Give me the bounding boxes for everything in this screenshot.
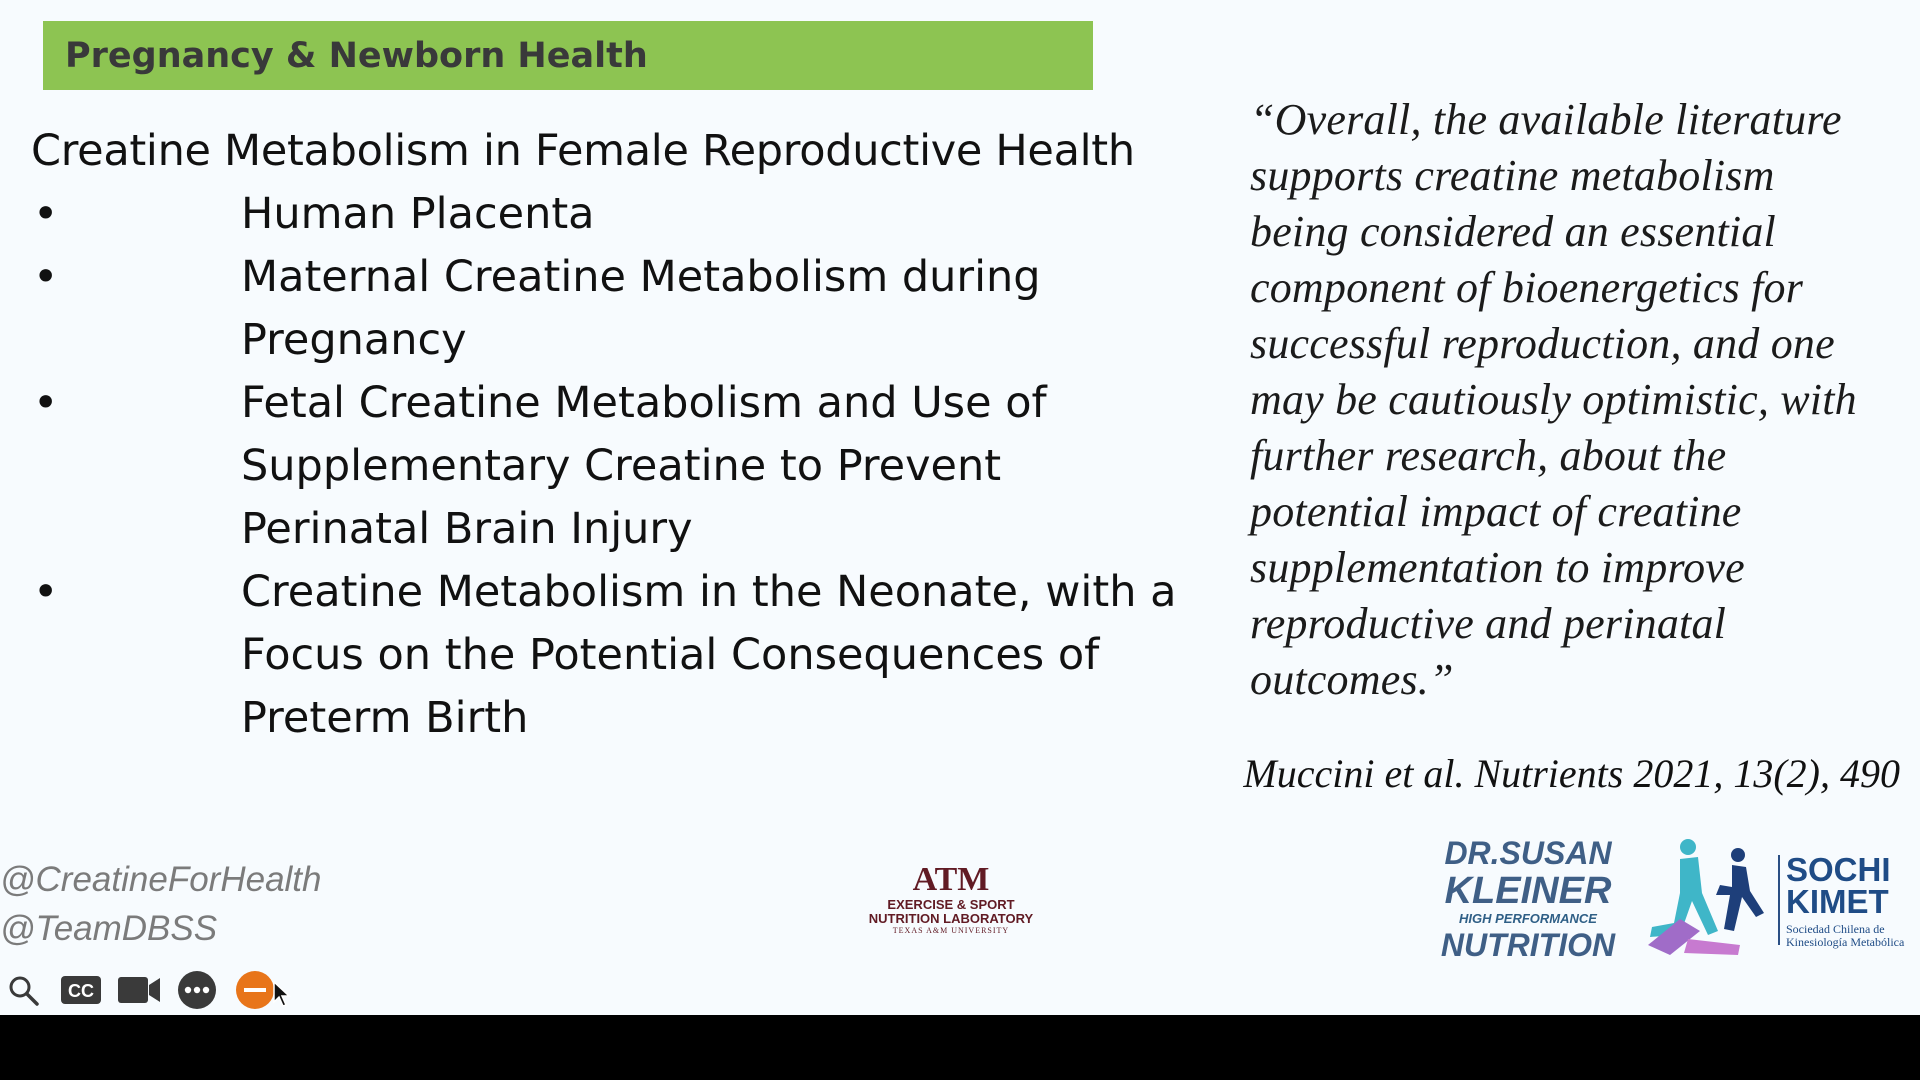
slide-subtitle: Creatine Metabolism in Female Reproductive Health: [31, 126, 1135, 176]
sochi-logo-line: Sociedad Chilena de Kinesiología Metabólica: [1786, 922, 1905, 949]
kleiner-nutrition-logo: [1438, 835, 1618, 963]
slide-header-bar: [43, 21, 1093, 90]
bullet-marker: •: [33, 189, 59, 239]
cc-label: CC: [68, 981, 94, 1001]
closed-captions-button[interactable]: [58, 968, 104, 1012]
more-options-button[interactable]: [174, 968, 220, 1012]
search-button[interactable]: [0, 968, 46, 1012]
sochi-logo-line: KIMET: [1786, 883, 1889, 920]
tamu-logo-mark: ATM: [912, 861, 990, 898]
bullet-marker: •: [33, 252, 59, 302]
sochi-logo-line: SOCHI: [1786, 851, 1891, 888]
bullet-text: Maternal Creatine Metabolism during Pregnancy: [241, 252, 1041, 365]
social-handle: @CreatineForHealth: [0, 860, 322, 899]
leave-icon: [235, 970, 275, 1010]
bullet-item: [31, 246, 1201, 372]
closed-captions-icon: [60, 974, 102, 1006]
slide-left-column: [31, 120, 1201, 750]
kleiner-logo-line: HIGH PERFORMANCE: [1459, 911, 1597, 926]
slide-header-title: Pregnancy & Newborn Health: [65, 35, 648, 76]
video-button[interactable]: [116, 968, 162, 1012]
bullet-text: Human Placenta: [241, 189, 595, 239]
bullet-marker: •: [33, 378, 59, 428]
tamu-nutrition-lab-logo: [858, 862, 1044, 936]
bullet-list: [31, 183, 1201, 750]
bullet-item: [31, 561, 1201, 750]
bullet-item: [31, 183, 1201, 246]
more-options-icon: [177, 970, 217, 1010]
bullet-text: Fetal Creatine Metabolism and Use of Supplementary Creatine to Prevent Perinatal Brain Injury: [241, 378, 1047, 554]
tamu-logo-line: NUTRITION LABORATORY: [868, 911, 1034, 926]
tamu-logo-line: EXERCISE & SPORT: [887, 897, 1015, 912]
kleiner-logo-line: DR.SUSAN: [1444, 835, 1612, 871]
meeting-toolbar: [0, 968, 290, 1012]
runners-icon: [1640, 835, 1776, 965]
bullet-item: [31, 372, 1201, 561]
bullet-marker: •: [33, 567, 59, 617]
tamu-logo-line: TEXAS A&M UNIVERSITY: [892, 926, 1010, 935]
mouse-cursor-icon: [272, 980, 292, 1008]
video-bottom-bar: [0, 1015, 1920, 1080]
logo-divider: [1778, 855, 1780, 945]
kleiner-logo-line: NUTRITION: [1440, 927, 1616, 963]
social-handles: [0, 855, 322, 953]
sochikimet-logo: [1640, 835, 1920, 965]
search-icon: [6, 973, 40, 1007]
kleiner-logo-line: KLEINER: [1444, 870, 1612, 912]
social-handle: @TeamDBSS: [0, 909, 218, 948]
bullet-text: Creatine Metabolism in the Neonate, with a Focus on the Potential Consequences of Preterm Birth: [241, 567, 1177, 743]
literature-quote: “Overall, the available literature supports creatine metabolism being considered an essential component of bioenergetics for successful reproduction, and one may be cautiously optimistic, with further research, about the potential impact of creatine supplementation to improve reproductive and perinatal outcomes.”: [1250, 95, 1857, 704]
quote-citation: Muccini et al. Nutrients 2021, 13(2), 490: [1243, 751, 1900, 796]
video-camera-icon: [117, 975, 161, 1005]
